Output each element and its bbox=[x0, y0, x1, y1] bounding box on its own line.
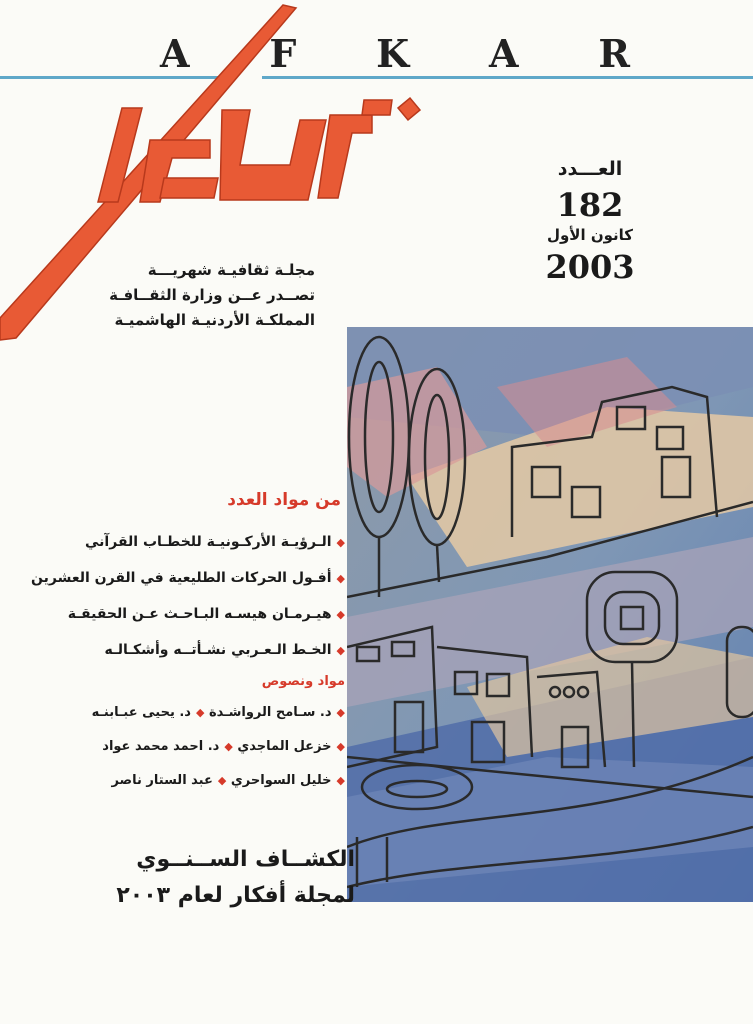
masthead-letter: F bbox=[269, 30, 297, 76]
contents-list bbox=[30, 490, 345, 798]
diamond-bullet-icon: ◆ bbox=[336, 706, 345, 719]
magazine-subtitle bbox=[100, 258, 315, 333]
issue-label: العـــدد bbox=[557, 158, 623, 180]
masthead-letter: K bbox=[376, 30, 410, 76]
diamond-bullet-icon: ◆ bbox=[336, 572, 345, 585]
contents-item-label: الخـط الـعـربي نشـأتــه وأشكـالـه bbox=[104, 642, 332, 658]
author-row bbox=[30, 764, 345, 798]
masthead-letter: R bbox=[598, 30, 630, 76]
contents-item bbox=[30, 560, 345, 596]
author-name: خزعل الماجدي bbox=[237, 739, 332, 754]
contents-item bbox=[30, 632, 345, 668]
subtitle-line: المملكـة الأردنيـة الهاشميـة bbox=[114, 311, 315, 329]
contents-item bbox=[30, 524, 345, 560]
subtitle-line: تصــدر عــن وزارة الثقــافـة bbox=[109, 286, 315, 304]
masthead-letter: A bbox=[160, 30, 190, 76]
author-row bbox=[30, 696, 345, 730]
diamond-bullet-icon: ◆ bbox=[224, 740, 233, 753]
contents-heading: من مواد العدد bbox=[227, 490, 341, 510]
issue-year: 2003 bbox=[545, 248, 635, 286]
annual-index bbox=[90, 842, 355, 914]
diamond-bullet-icon: ◆ bbox=[336, 644, 345, 657]
section2-heading: مواد ونصوص bbox=[261, 674, 345, 689]
issue-info bbox=[520, 158, 660, 286]
diamond-bullet-icon: ◆ bbox=[195, 706, 205, 719]
author-name: د. يحيى عبـابنـه bbox=[91, 705, 191, 720]
subtitle-line: مجلـة ثقافيـة شهريـــة bbox=[147, 261, 315, 279]
annual-index-line: الكشــاف الســنــوي bbox=[136, 847, 355, 872]
issue-month: كانون الأول bbox=[546, 226, 634, 244]
cover-artwork bbox=[347, 327, 753, 902]
contents-item-label: هيـرمـان هيسـه البـاحـث عـن الحقيقـة bbox=[67, 606, 332, 622]
issue-number: 182 bbox=[556, 186, 624, 224]
masthead-letter: A bbox=[489, 30, 519, 76]
author-name: عبد الستار ناصر bbox=[111, 773, 213, 788]
contents-item-label: أفـول الحركات الطليعية في القرن العشرين bbox=[31, 570, 332, 586]
diamond-bullet-icon: ◆ bbox=[336, 740, 345, 753]
annual-index-line: لمجلة أفكار لعام ٢٠٠٣ bbox=[116, 883, 355, 908]
diamond-bullet-icon: ◆ bbox=[336, 536, 345, 549]
author-name: د. احمد محمد عواد bbox=[102, 739, 220, 754]
author-name: خليل السواحري bbox=[230, 773, 332, 788]
contents-item-label: الـرؤيـة الأركـونيـة للخطـاب القرآني bbox=[85, 534, 332, 550]
contents-item bbox=[30, 596, 345, 632]
author-row bbox=[30, 730, 345, 764]
diamond-bullet-icon: ◆ bbox=[336, 774, 345, 787]
diamond-bullet-icon: ◆ bbox=[217, 774, 227, 787]
diamond-bullet-icon: ◆ bbox=[336, 608, 345, 621]
author-name: د. سـامح الرواشـدة bbox=[208, 705, 332, 720]
